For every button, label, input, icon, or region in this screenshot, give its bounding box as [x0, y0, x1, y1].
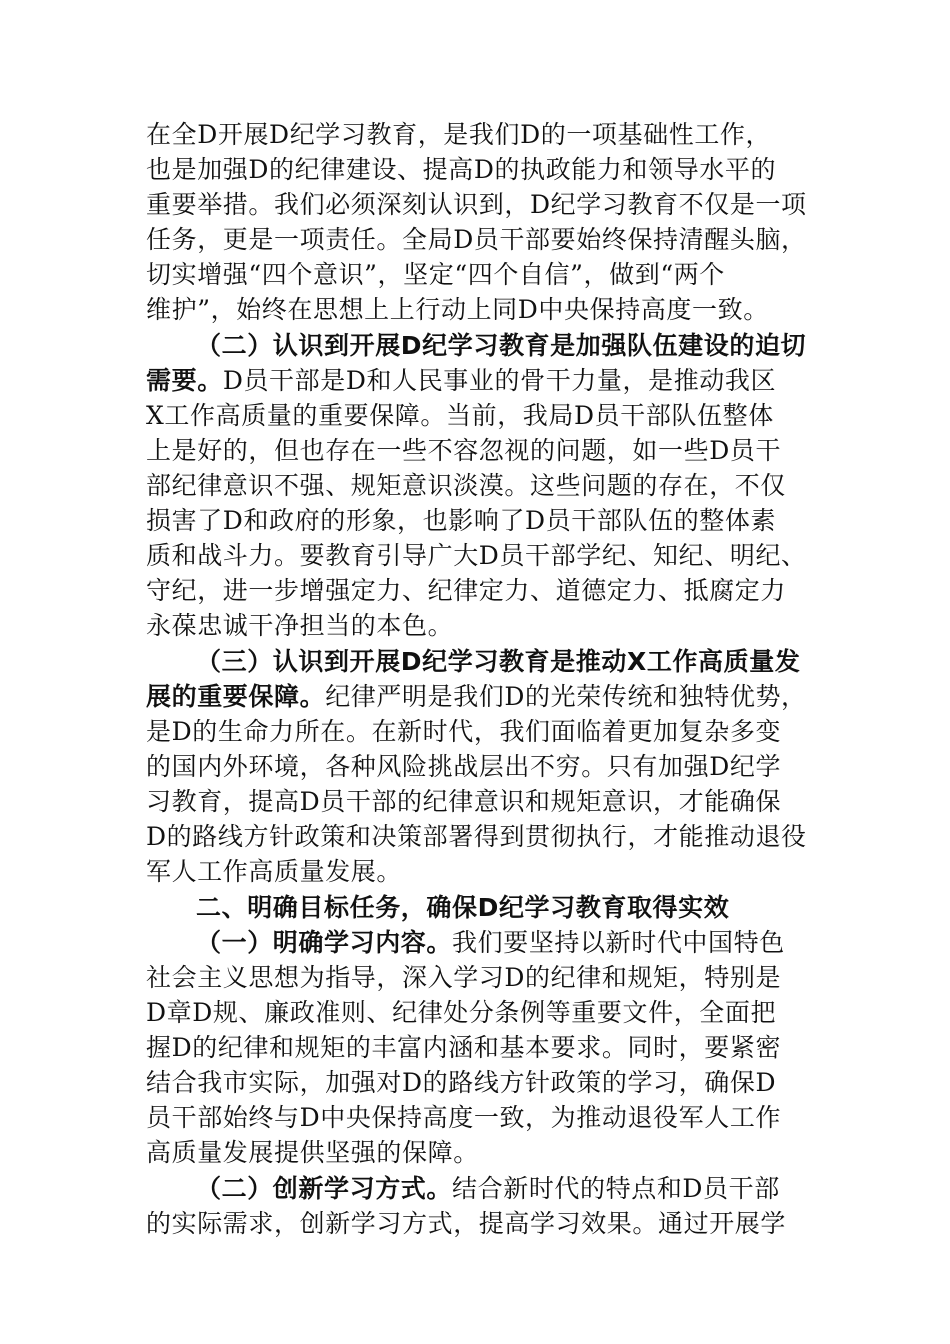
- subheading-text: 需要。: [146, 366, 223, 395]
- text-run: X工作高质量的重要保障。当前，我局D员干部队伍整体: [146, 401, 774, 430]
- body-text-line: [146, 152, 826, 188]
- text-run: 上是好的，但也存在一些不容忽视的问题，如一些D员干: [146, 436, 782, 465]
- text-run: 重要举措。我们必须深刻认识到，D纪学习教育不仅是一项: [146, 190, 807, 219]
- subheading-line: [196, 328, 876, 364]
- text-run: 我们要坚持以新时代中国特色: [452, 928, 785, 957]
- subheading-text: （二）创新学习方式。: [196, 1174, 453, 1203]
- body-text-line: [146, 363, 826, 399]
- text-run: 结合新时代的特点和D员干部: [452, 1174, 780, 1203]
- body-text-line: [146, 1065, 826, 1101]
- body-text-line: [146, 714, 826, 750]
- text-run: 也是加强D的纪律建设、提高D的执政能力和领导水平的: [146, 155, 777, 184]
- subheading-text: （二）认识到开展D纪学习教育是加强队伍建设的迫切: [196, 331, 807, 360]
- body-text-line: [146, 679, 826, 715]
- body-text-line: [146, 468, 826, 504]
- body-text-line: [146, 292, 826, 328]
- text-run: 高质量发展提供坚强的保障。: [146, 1138, 479, 1167]
- body-text-line: [146, 222, 826, 258]
- text-run: 习教育，提高D员干部的纪律意识和规矩意识，才能确保: [146, 787, 782, 816]
- text-run: 握D的纪律和规矩的丰富内涵和基本要求。同时，要紧密: [146, 1033, 782, 1062]
- text-run: 损害了D和政府的形象，也影响了D员干部队伍的整体素: [146, 506, 777, 535]
- text-run: 结合我市实际，加强对D的路线方针政策的学习，确保D: [146, 1068, 777, 1097]
- subheading-line: [196, 1171, 876, 1207]
- text-run: 的国内外环境，各种风险挑战层出不穷。只有加强D纪学: [146, 752, 782, 781]
- text-run: 切实增强“四个意识”，坚定“四个自信”，做到“两个: [146, 260, 725, 289]
- text-run: 的实际需求，创新学习方式，提高学习效果。通过开展学: [146, 1209, 787, 1238]
- text-run: 社会主义思想为指导，深入学习D的纪律和规矩，特别是: [146, 963, 782, 992]
- body-text-line: [146, 538, 826, 574]
- body-text-line: [146, 117, 826, 153]
- body-text-line: [146, 398, 826, 434]
- text-run: D章D规、廉政准则、纪律处分条例等重要文件，全面把: [146, 998, 777, 1027]
- body-text-line: [146, 1100, 826, 1136]
- text-run: 员干部始终与D中央保持高度一致，为推动退役军人工作: [146, 1103, 782, 1132]
- body-text-line: [146, 1030, 826, 1066]
- subheading-line: [196, 925, 876, 961]
- body-text-line: [146, 960, 826, 996]
- section-heading-text: 二、明确目标任务，确保D纪学习教育取得实效: [196, 893, 730, 922]
- text-run: 部纪律意识不强、规矩意识淡漠。这些问题的存在，不仅: [146, 471, 787, 500]
- subheading-text: 展的重要保障。: [146, 682, 326, 711]
- body-text-line: [146, 819, 826, 855]
- body-text-line: [146, 187, 826, 223]
- body-text-line: [146, 257, 826, 293]
- body-text-line: [146, 1206, 826, 1242]
- text-run: 永葆忠诚干净担当的本色。: [146, 611, 454, 640]
- subheading-text: （一）明确学习内容。: [196, 928, 453, 957]
- text-run: 在全D开展D纪学习教育，是我们D的一项基础性工作，: [146, 120, 772, 149]
- subheading-text: （三）认识到开展D纪学习教育是推动X工作高质量发: [196, 647, 801, 676]
- body-text-line: [146, 433, 826, 469]
- text-run: D的路线方针政策和决策部署得到贯彻执行，才能推动退役: [146, 822, 807, 851]
- text-run: 纪律严明是我们D的光荣传统和独特优势，: [325, 682, 807, 711]
- body-text-line: [146, 1135, 826, 1171]
- section-heading: [196, 890, 876, 926]
- body-text-line: [146, 749, 826, 785]
- body-text-line: [146, 995, 826, 1031]
- text-run: 是D的生命力所在。在新时代，我们面临着更加复杂多变: [146, 717, 782, 746]
- text-run: 质和战斗力。要教育引导广大D员干部学纪、知纪、明纪、: [146, 541, 807, 570]
- subheading-line: [196, 644, 876, 680]
- body-text-line: [146, 503, 826, 539]
- body-text-line: [146, 854, 826, 890]
- body-text-line: [146, 573, 826, 609]
- body-text-line: [146, 784, 826, 820]
- text-run: 军人工作高质量发展。: [146, 857, 403, 886]
- body-text-line: [146, 608, 826, 644]
- text-run: D员干部是D和人民事业的骨干力量，是推动我区: [222, 366, 777, 395]
- text-run: 维护”，始终在思想上上行动上同D中央保持高度一致。: [146, 295, 769, 324]
- text-run: 任务，更是一项责任。全局D员干部要始终保持清醒头脑，: [146, 225, 807, 254]
- text-run: 守纪，进一步增强定力、纪律定力、道德定力、抵腐定力: [146, 576, 787, 605]
